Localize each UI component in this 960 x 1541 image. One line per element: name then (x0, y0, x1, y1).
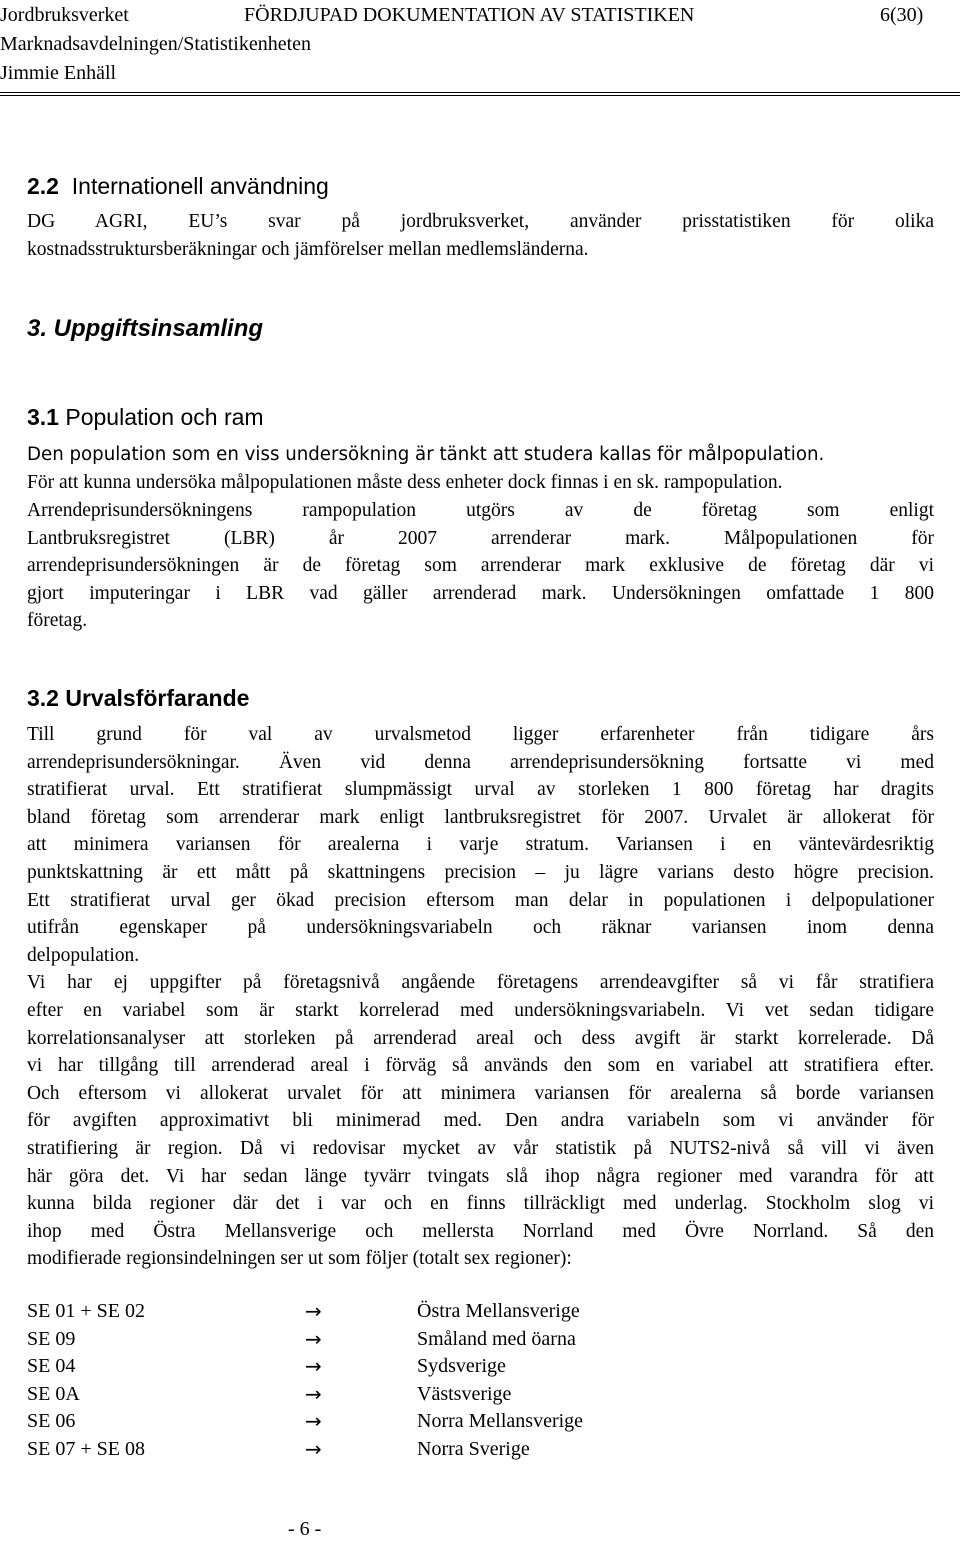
paragraph-3-1-a (27, 441, 934, 469)
paragraph-3-1-c (27, 497, 934, 635)
text-line: arrendeprisundersökningen är de företag som arrenderar mark exklusive de företag där vi (27, 555, 934, 577)
text-line: modifierade regionsindelningen ser ut som följer (totalt sex regioner): (27, 1248, 572, 1270)
region-mapping-row (27, 1353, 934, 1381)
header-org: Jordbruksverket (0, 4, 129, 26)
heading-number: 3.2 (27, 685, 59, 711)
region-mapping-list (27, 1298, 934, 1464)
text-line: För att kunna undersöka målpopulationen måste dess enheter dock finnas i en sk. rampopulation. (27, 472, 783, 493)
heading-title: Urvalsförfarande (65, 685, 250, 711)
text-line: gjort imputeringar i LBR vad gäller arrenderad mark. Undersökningen omfattade 1 800 (27, 582, 934, 604)
heading-title: Internationell användning (71, 173, 329, 199)
text-line: stratifiering är region. Då vi redovisar mycket av vår statistik på NUTS2-nivå så vill vi även (27, 1137, 934, 1159)
arrow-right-icon: → (305, 1436, 322, 1461)
text-line: arrendeprisundersökningar. Även vid denna arrendeprisundersökning fortsatte vi med (27, 751, 934, 773)
region-mapping-row (27, 1298, 934, 1326)
region-name: Västsverige (417, 1382, 512, 1405)
text-line: för avgiften approximativt bli minimerad med. Den andra variabeln som vi använder för (27, 1110, 934, 1132)
arrow-right-icon: → (305, 1326, 322, 1351)
region-code: SE 06 (27, 1410, 76, 1433)
region-name: Småland med öarna (417, 1327, 576, 1350)
text-line: att minimera variansen för arealerna i varje stratum. Variansen i en väntevärdesriktig (27, 834, 934, 856)
text-line: Den population som en viss undersökning är tänkt att studera kallas för målpopulation. (27, 444, 825, 465)
arrow-right-icon: → (305, 1299, 322, 1323)
paragraph-3-2 (27, 721, 934, 1273)
heading-3-2 (27, 684, 249, 712)
region-name: Norra Sverige (417, 1437, 530, 1460)
header-rule (0, 92, 960, 93)
text-line: Lantbruksregistret (LBR) år 2007 arrenderar mark. Målpopulationen för (27, 527, 934, 549)
header-page-number: 6(30) (880, 4, 924, 26)
arrow-right-icon: → (305, 1409, 322, 1434)
header-department: Marknadsavdelningen/Statistikenheten (0, 33, 312, 55)
footer-page-number: - 6 - (288, 1518, 322, 1540)
header-doc-title: FÖRDJUPAD DOKUMENTATION AV STATISTIKEN (244, 4, 695, 26)
text-line: Och eftersom vi allokerat urvalet för att minimera variansen för arealerna så borde variansen (27, 1082, 934, 1104)
text-line: kostnadsstruktursberäkningar och jämförelser mellan medlemsländerna. (27, 238, 589, 260)
text-line: Till grund för val av urvalsmetod ligger erfarenheter från tidigare års (27, 724, 934, 745)
arrow-right-icon: → (305, 1381, 322, 1406)
text-line: här göra det. Vi har sedan länge tyvärr tvingats slå ihop några regioner med varandra för att (27, 1165, 934, 1187)
paragraph-3-1-b (27, 469, 934, 497)
region-code: SE 04 (27, 1355, 76, 1378)
text-line: korrelationsanalyser att storleken på arrenderad areal och dess avgift är starkt korrelerade. Då (27, 1027, 934, 1049)
text-line: Arrendeprisundersökningens rampopulation utgörs av de företag som enligt (27, 500, 934, 521)
header-rule-2 (0, 95, 960, 96)
text-line: delpopulation. (27, 944, 140, 966)
region-code: SE 09 (27, 1327, 76, 1350)
text-line: kunna bilda regioner där det i var och en finns tillräckligt med underlag. Stockholm slog vi (27, 1193, 934, 1215)
region-mapping-row (27, 1326, 934, 1354)
region-code: SE 07 + SE 08 (27, 1437, 145, 1460)
text-line: punktskattning är ett mått på skattningens precision – ju lägre varians desto högre precision. (27, 861, 934, 883)
heading-number: 2.2 (27, 173, 59, 199)
text-line: efter en variabel som är starkt korrelerad med undersökningsvariabeln. Vi vet sedan tidigare (27, 999, 934, 1021)
text-line: företag. (27, 610, 88, 632)
region-mapping-row (27, 1436, 934, 1464)
region-mapping-row (27, 1408, 934, 1436)
text-line: stratifierat urval. Ett stratifierat slumpmässigt urval av storleken 1 800 företag har dragits (27, 779, 934, 801)
heading-number: 3.1 (27, 404, 59, 430)
text-line: utifrån egenskaper på undersökningsvariabeln och räknar variansen inom denna (27, 917, 934, 939)
text-line: bland företag som arrenderar mark enligt lantbruksregistret för 2007. Urvalet är allokerat för (27, 806, 934, 828)
text-line: ihop med Östra Mellansverige och mellersta Norrland med Övre Norrland. Så den (27, 1220, 934, 1242)
text-line: Ett stratifierat urval ger ökad precision eftersom man delar in populationen i delpopulationer (27, 889, 934, 911)
text-line: DG AGRI, EU’s svar på jordbruksverket, använder prisstatistiken för olika (27, 211, 934, 232)
region-name: Norra Mellansverige (417, 1410, 584, 1433)
text-line: Vi har ej uppgifter på företagsnivå angående företagens arrendeavgifter så vi får stratifiera (27, 972, 934, 994)
header-author: Jimmie Enhäll (0, 62, 117, 84)
region-name: Sydsverige (417, 1355, 506, 1378)
region-mapping-row (27, 1381, 934, 1409)
text-line: vi har tillgång till arrenderad areal i förväg så används den som en variabel att stratifiera efter. (27, 1055, 934, 1077)
paragraph-2-2 (27, 208, 934, 263)
heading-title: Population och ram (65, 404, 264, 430)
heading-3: 3. Uppgiftsinsamling (27, 315, 264, 342)
heading-2-2 (27, 172, 329, 200)
arrow-right-icon: → (305, 1354, 322, 1379)
region-name: Östra Mellansverige (417, 1300, 580, 1322)
heading-3-1 (27, 403, 264, 431)
region-code: SE 01 + SE 02 (27, 1300, 145, 1322)
region-code: SE 0A (27, 1382, 80, 1405)
